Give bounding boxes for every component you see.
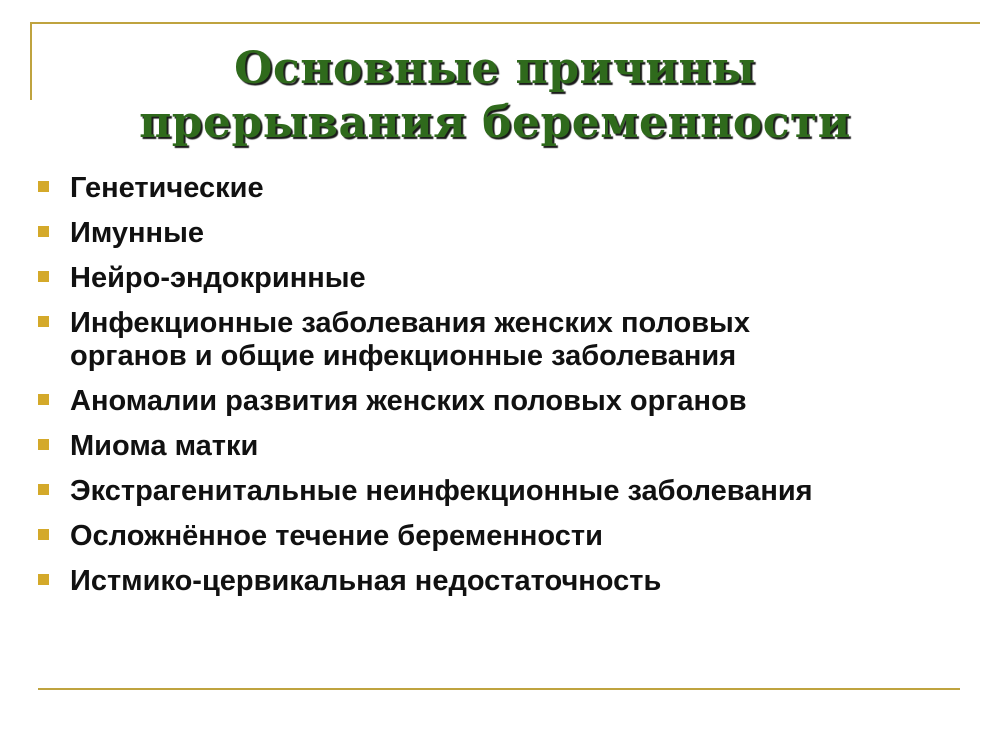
causes-list	[38, 172, 958, 610]
list-item-text: Инфекционные заболевания женских половых органов и общие инфекционные заболевания	[70, 307, 750, 372]
slide-title	[60, 42, 930, 150]
list-item-extragenital	[38, 475, 830, 508]
list-item-text: Миома матки	[70, 430, 259, 462]
square-bullet-icon	[38, 484, 49, 495]
list-item-text: Истмико-цервикальная недостаточность	[70, 565, 662, 597]
list-item-text: Генетические	[70, 172, 264, 204]
list-item-isthmic-cervical	[38, 565, 958, 598]
list-item-text: Имунные	[70, 217, 204, 249]
slide-title-line-2: прерывания беременности	[139, 97, 851, 148]
top-decorative-line	[30, 22, 980, 24]
list-item-text: Экстрагенитальные неинфекционные заболевания	[70, 475, 813, 507]
square-bullet-icon	[38, 394, 49, 405]
list-item-text: Осложнённое течение беременности	[70, 520, 603, 552]
square-bullet-icon	[38, 316, 49, 327]
list-item-myoma	[38, 430, 958, 463]
square-bullet-icon	[38, 226, 49, 237]
list-item-genetic	[38, 172, 958, 205]
list-item-complicated-pregnancy	[38, 520, 958, 553]
bottom-decorative-line	[38, 688, 960, 690]
list-item-immune	[38, 217, 958, 250]
square-bullet-icon	[38, 529, 49, 540]
square-bullet-icon	[38, 181, 49, 192]
list-item-text: Нейро-эндокринные	[70, 262, 366, 294]
square-bullet-icon	[38, 271, 49, 282]
square-bullet-icon	[38, 574, 49, 585]
square-bullet-icon	[38, 439, 49, 450]
list-item-infections	[38, 307, 870, 373]
list-item-neuroendocrine	[38, 262, 958, 295]
list-item-anomalies	[38, 385, 958, 418]
list-item-text: Аномалии развития женских половых органов	[70, 385, 747, 417]
left-decorative-line	[30, 22, 32, 100]
slide-title-line-1: Основные причины	[234, 43, 756, 94]
